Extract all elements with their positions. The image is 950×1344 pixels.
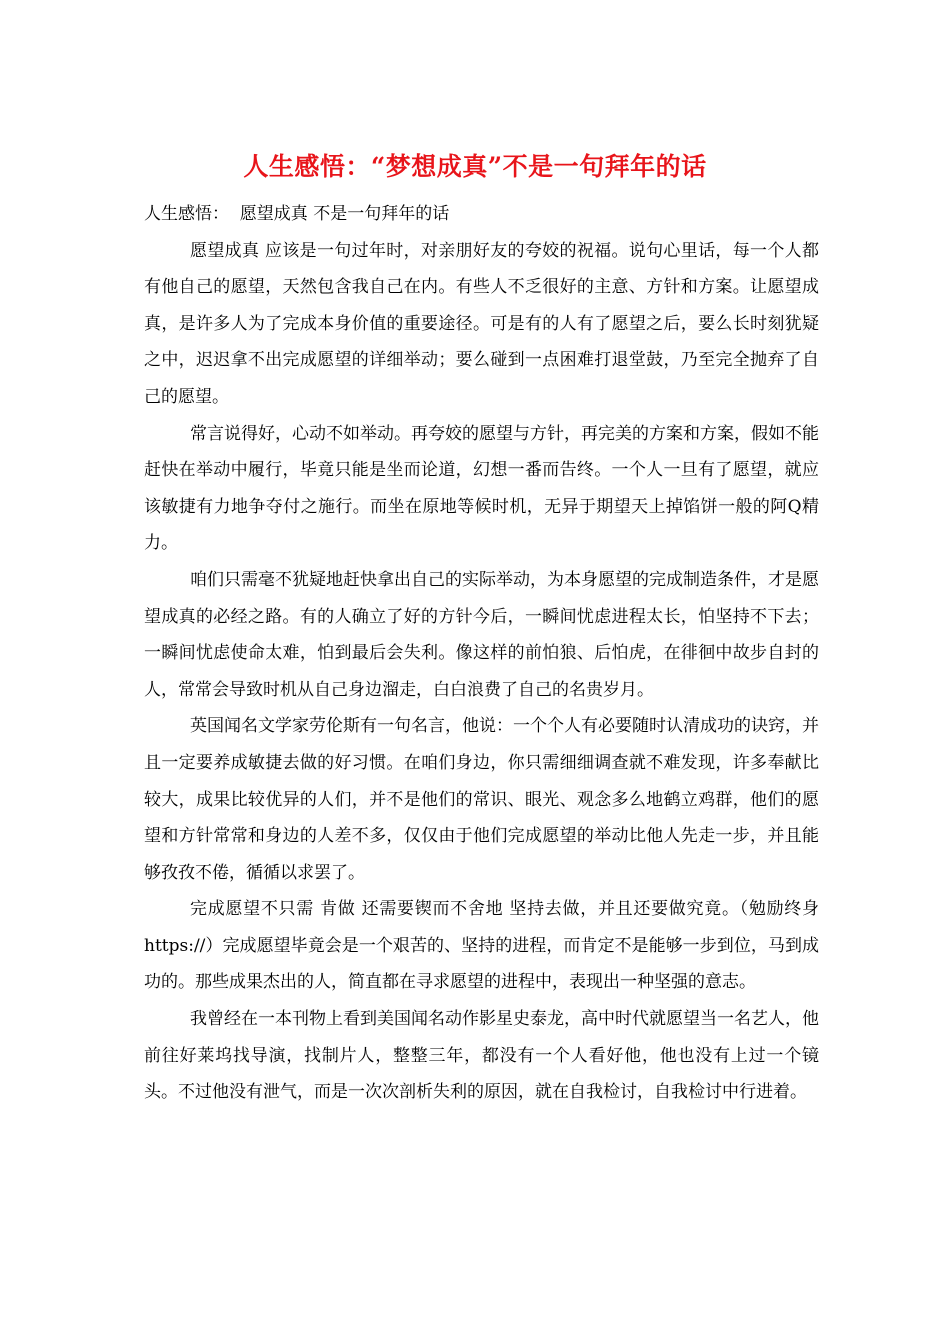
paragraph-4: 英国闻名文学家劳伦斯有一句名言，他说：一个个人有必要随时认清成功的诀窍，并且一定要养成敏捷去做的好习惯。在咱们身边，你只需细细调查就不难发现，许多奉献比较大，成果比较优异的人们，并不是他们的常识、眼光、观念多么地鹤立鸡群，他们的愿望和方针常常和身边的人差不多，仅仅由于他们完成愿望的举动比他人先走一步，并且能够孜孜不倦，循循以求罢了。: [144, 716, 819, 883]
paragraph-5: 完成愿望不只需 肯做 还需要锲而不舍地 坚持去做，并且还要做究竟。（勉励终身 https://）完成愿望毕竟会是一个艰苦的、坚持的进程，而肯定不是能够一步到位，马到成功的。那些成果杰出的人，简直都在寻求愿望的进程中，表现出一种坚强的意志。: [144, 899, 819, 993]
document-body: [144, 196, 819, 1111]
paragraph-6: 我曾经在一本刊物上看到美国闻名动作影星史泰龙，高中时代就愿望当一名艺人，他前往好莱坞找导演，找制片人，整整三年，都没有一个人看好他，他也没有上过一个镜头。不过他没有泄气，而是一次次剖析失利的原因，就在自我检讨，自我检讨中行进着。: [144, 1009, 819, 1103]
document-title: 人生感悟：“梦想成真”不是一句拜年的话: [243, 152, 707, 181]
paragraph-3: 咱们只需毫不犹疑地赶快拿出自己的实际举动，为本身愿望的完成制造条件，才是愿望成真的必经之路。有的人确立了好的方针今后，一瞬间忧虑进程太长，怕坚持不下去；一瞬间忧虑使命太难，怕到最后会失利。像这样的前怕狼、后怕虎，在徘徊中故步自封的人，常常会导致时机从自己身边溜走，白白浪费了自己的名贵岁月。: [144, 569, 819, 700]
paragraph-1: 愿望成真 应该是一句过年时，对亲朋好友的夸姣的祝福。说句心里话，每一个人都有他自己的愿望，天然包含我自己在内。有些人不乏很好的主意、方针和方案。让愿望成真，是许多人为了完成本身价值的重要途径。可是有的人有了愿望之后，要么长时刻犹疑之中，迟迟拿不出完成愿望的详细举动；要么碰到一点困难打退堂鼓，乃至完全抛弃了自己的愿望。: [144, 240, 819, 407]
paragraph-2: 常言说得好，心动不如举动。再夸姣的愿望与方针，再完美的方案和方案，假如不能赶快在举动中履行，毕竟只能是坐而论道，幻想一番而告终。一个人一旦有了愿望，就应该敏捷有力地争夺付之施行。而坐在原地等候时机，无异于期望天上掉馅饼一般的阿Q精力。: [144, 423, 819, 554]
document-subtitle: 人生感悟： 愿望成真 不是一句拜年的话: [144, 204, 450, 224]
